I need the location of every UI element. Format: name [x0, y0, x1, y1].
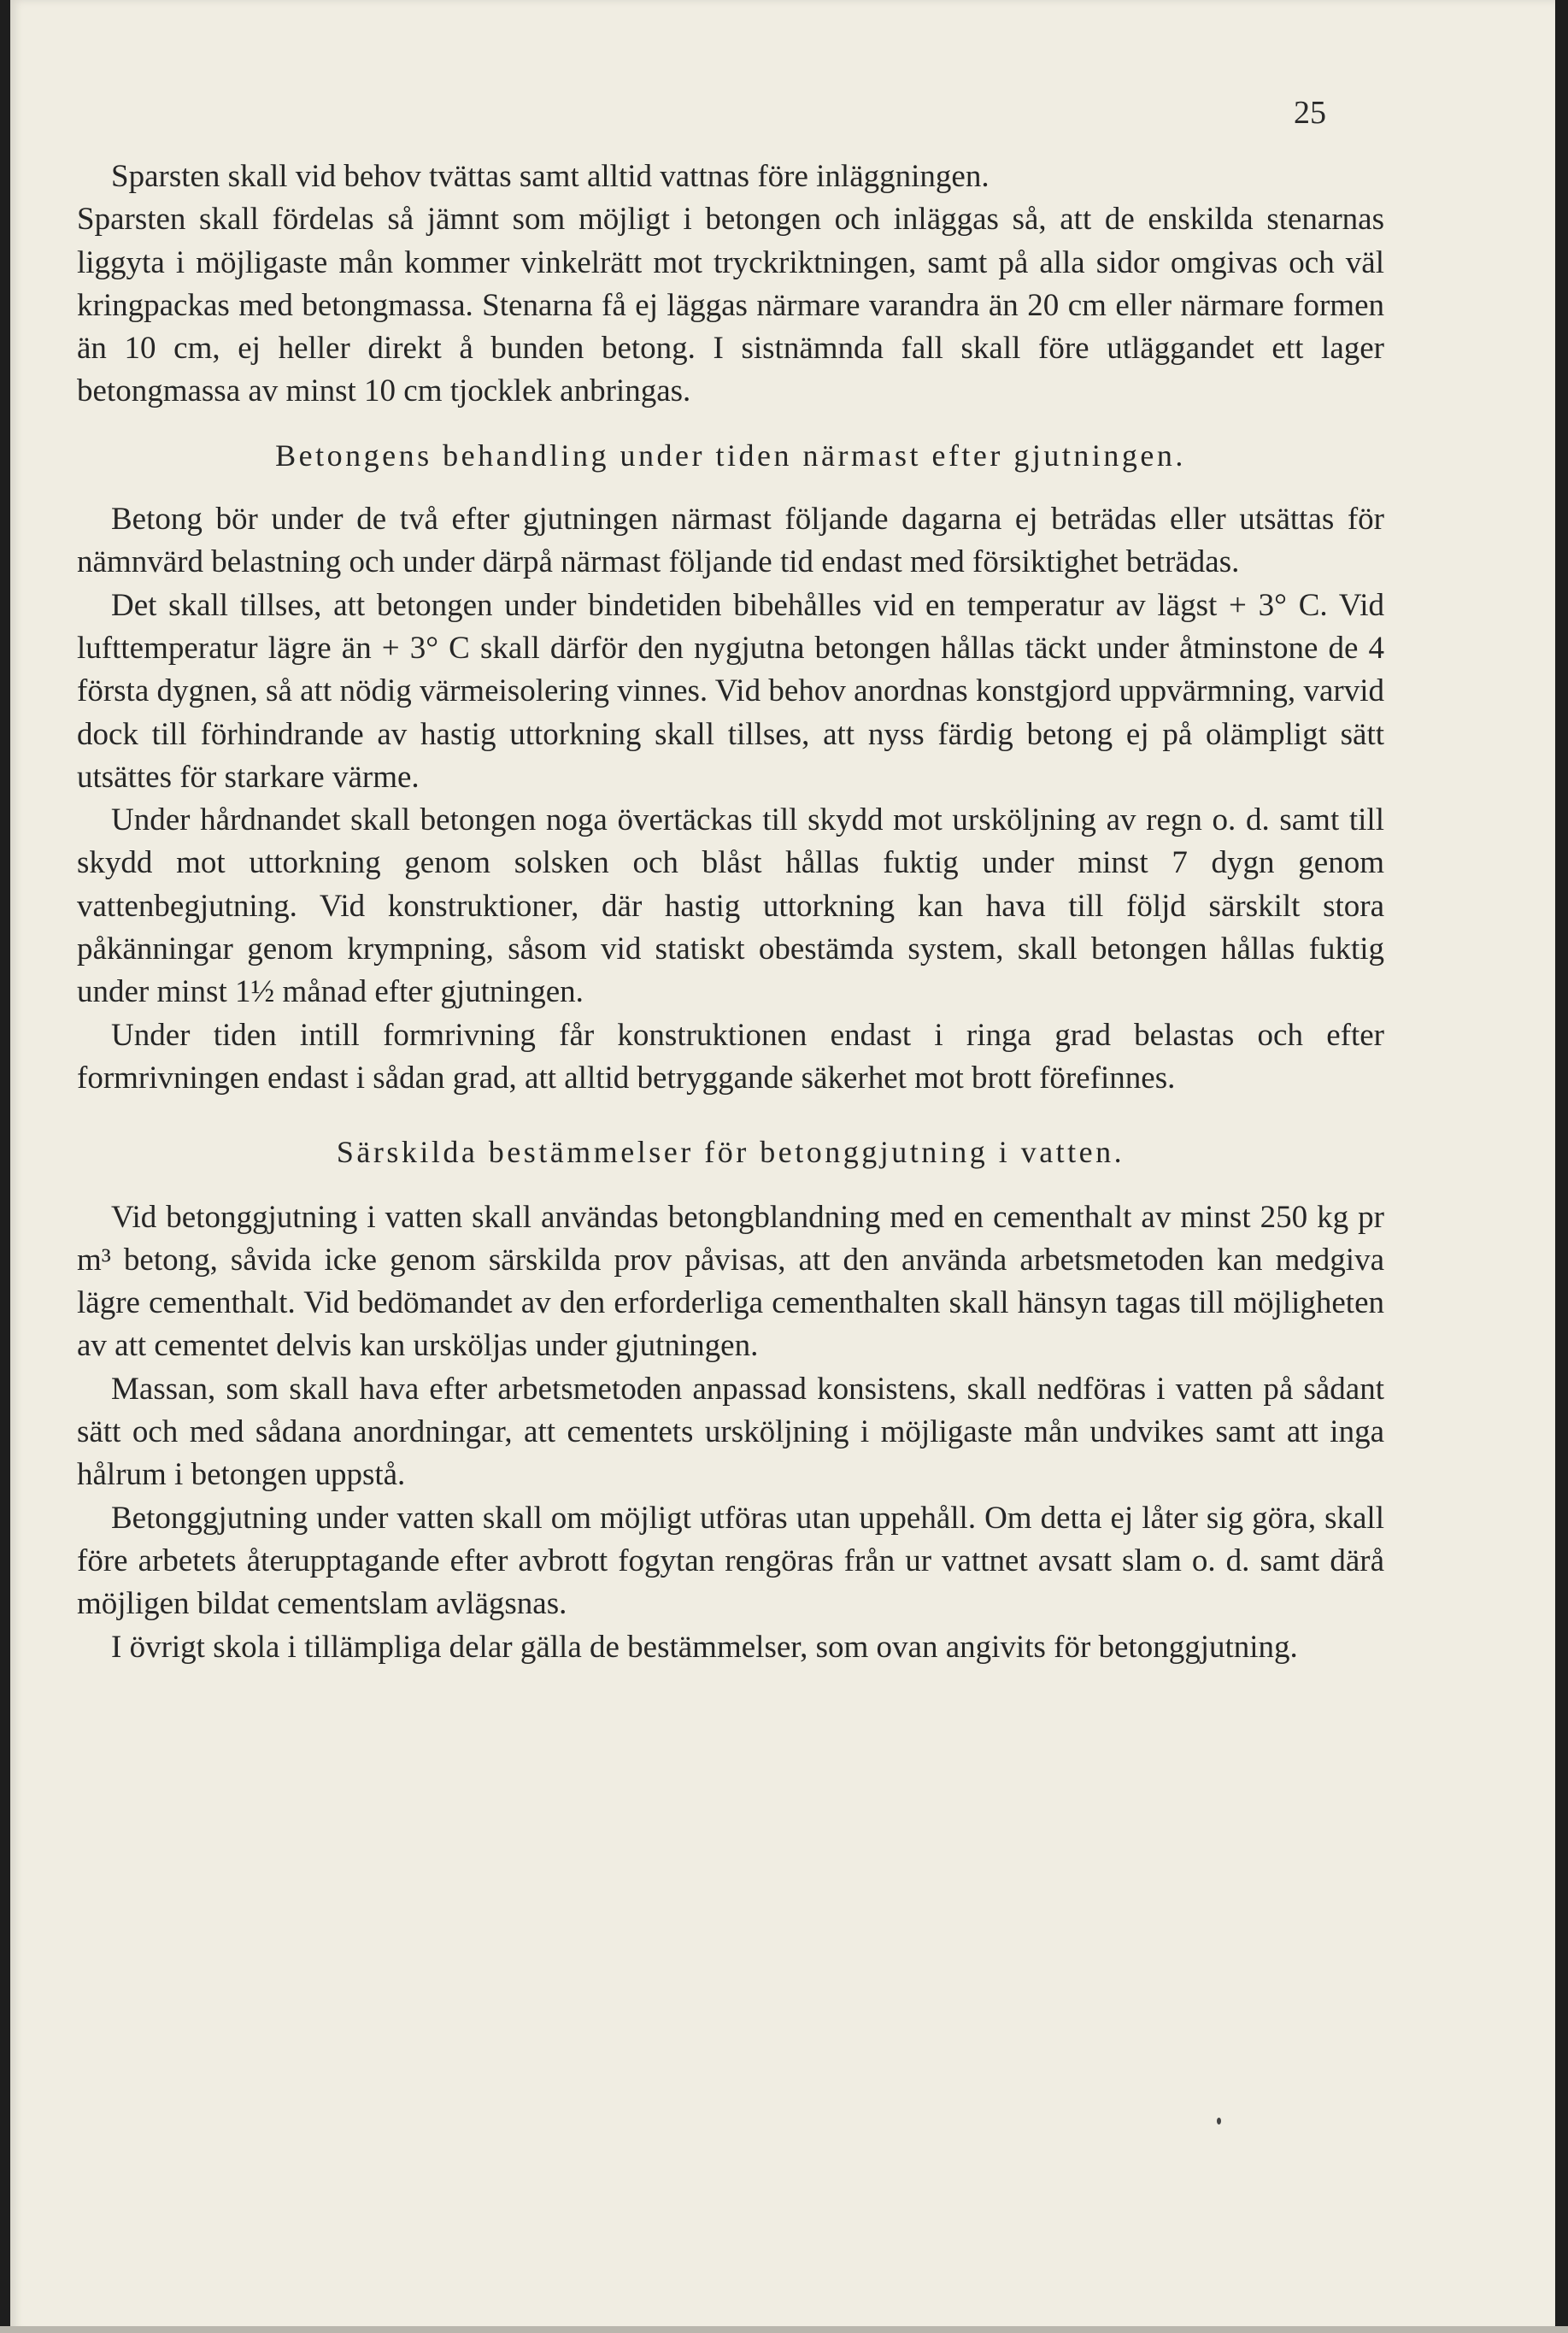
- paragraph: Det skall tillses, att betongen under bindetiden bibehålles vid en temperatur av lägst + 3° C. Vid lufttemperatur lägre än + 3° C skall därför den nygjutna betongen hållas täckt under åtminstone de 4 första dygnen, så att nödig värmeisolering vinnes. Vid behov anordnas konstgjord uppvärmning, varvid dock till förhindrande av hastig uttorkning skall tillses, att nyss färdig betong ej på olämpligt sätt utsättes för starkare värme.: [77, 587, 1384, 795]
- paragraph: Sparsten skall fördelas så jämnt som möjligt i betongen och inläggas så, att de enskilda stenarnas liggyta i möjligaste mån kommer vinkelrätt mot tryckriktningen, samt på alla sidor omgivas och väl kringpackas med betongmassa. Stenarna få ej läggas närmare varandra än 20 cm eller närmare formen än 10 cm, ej heller direkt å bunden betong. I sistnämnda fall skall före utläggandet ett lager betongmassa av minst 10 cm tjocklek anbringas.: [77, 202, 1384, 409]
- ink-speck: [1217, 2118, 1221, 2124]
- scan-edge: [0, 2326, 1568, 2333]
- section-heading: Särskilda bestämmelser för betonggjutning i vatten.: [336, 1135, 1125, 1170]
- body-text: [77, 156, 1384, 1669]
- paragraph: Under tiden intill formrivning får konstruktionen endast i ringa grad belastas och efter formrivningen endast i sådan grad, att alltid betryggande säkerhet mot brott förefinnes.: [77, 1017, 1384, 1096]
- paragraph: I övrigt skola i tillämpliga delar gälla de bestämmelser, som ovan angivits för betonggjutning.: [111, 1629, 1298, 1665]
- paragraph: Under hårdnandet skall betongen noga övertäckas till skydd mot ursköljning av regn o. d. samt till skydd mot uttorkning genom solsken och blåst hållas fuktig under minst 7 dygn genom vattenbegjutning. Vid konstruktioner, där hastig uttorkning kan hava till följd särskilt stora påkänningar genom krympning, såsom vid statiskt obestämda system, skall betongen hållas fuktig under minst 1½ månad efter gjutningen.: [77, 802, 1384, 1010]
- document-page: [10, 0, 1555, 2333]
- paragraph: Betonggjutning under vatten skall om möjligt utföras utan uppehåll. Om detta ej låter sig göra, skall före arbetets återupptagande efter avbrott fogytan rengöras från ur vattnet avsatt slam o. d. samt därå möjligen bildat cementslam avlägsnas.: [77, 1500, 1384, 1622]
- page-number: 25: [1294, 95, 1326, 131]
- paragraph: Sparsten skall vid behov tvättas samt alltid vattnas före inläggningen.: [111, 159, 990, 194]
- paragraph: Vid betonggjutning i vatten skall användas betongblandning med en cementhalt av minst 250 kg pr m³ betong, såvida icke genom särskilda prov påvisas, att den använda arbetsmetoden kan medgiva lägre cementhalt. Vid bedömandet av den erforderliga cementhalten skall hänsyn tagas till möjligheten av att cementet delvis kan ursköljas under gjutningen.: [77, 1199, 1384, 1364]
- paragraph: Betong bör under de två efter gjutningen närmast följande dagarna ej beträdas eller utsättas för nämnvärd belastning och under därpå närmast följande tid endast med försiktighet beträdas.: [77, 502, 1384, 580]
- paragraph: Massan, som skall hava efter arbetsmetoden anpassad konsistens, skall nedföras i vatten på sådant sätt och med sådana anordningar, att cementets ursköljning i möjligaste mån undvikes samt att inga hålrum i betongen uppstå.: [77, 1371, 1384, 1493]
- section-heading: Betongens behandling under tiden närmast efter gjutningen.: [275, 438, 1186, 473]
